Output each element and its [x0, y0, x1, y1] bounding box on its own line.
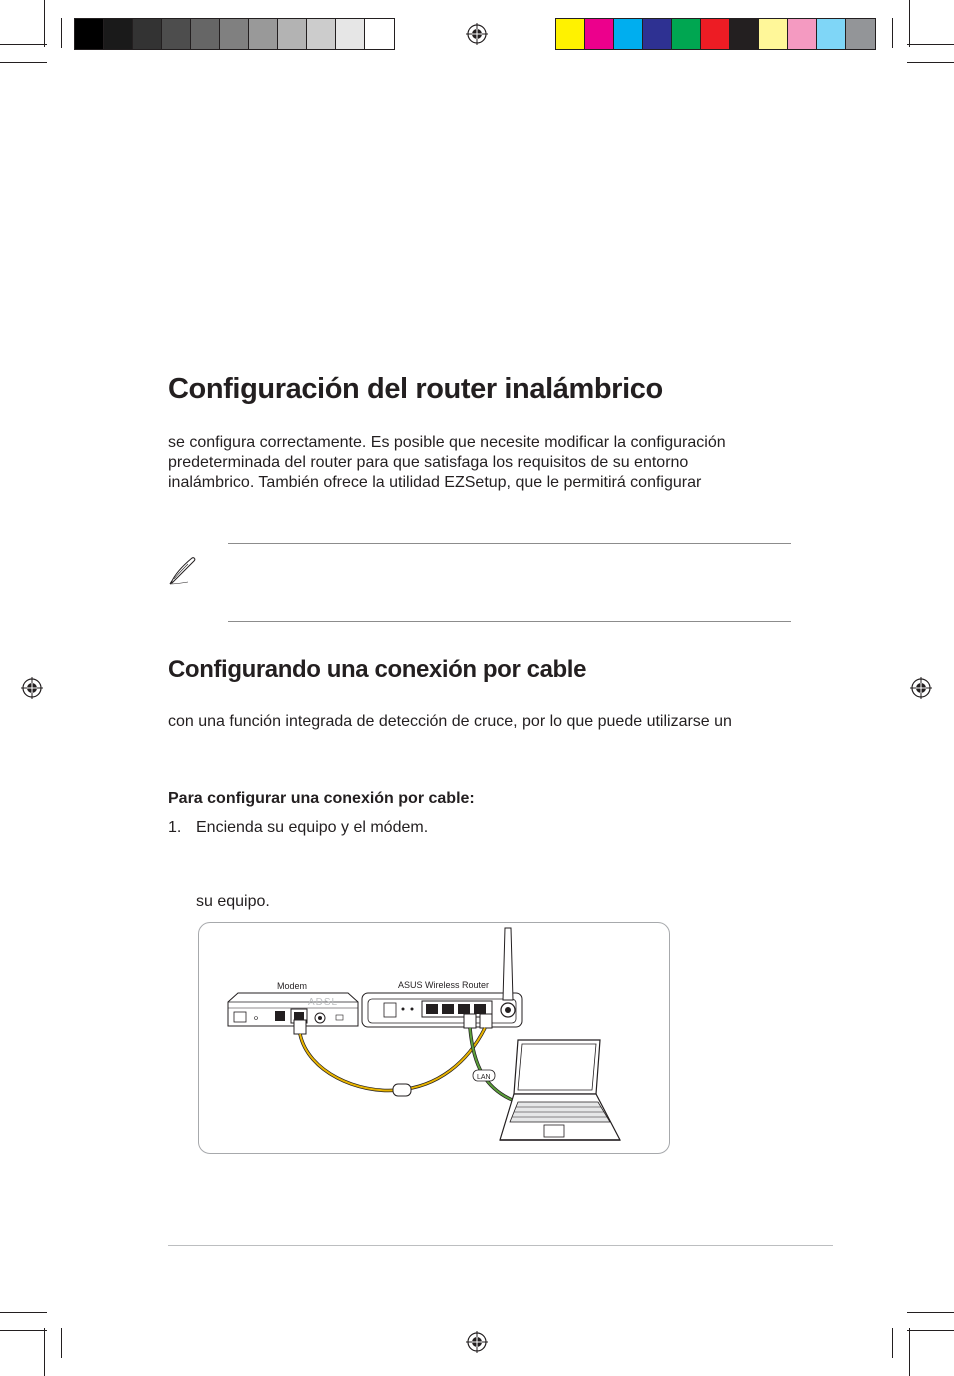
lan-label: LAN: [477, 1074, 491, 1081]
paragraph-line: inalámbrico. También ofrece la utilidad EZSetup, que le permitirá configurar: [168, 474, 702, 491]
note-bottom-rule: [228, 621, 791, 622]
color-swatch: [75, 19, 104, 49]
registration-mark-icon: [466, 1331, 488, 1353]
crop-mark: [61, 1328, 62, 1358]
crop-mark: [892, 1328, 893, 1358]
crop-mark: [907, 44, 954, 45]
note-top-rule: [228, 543, 791, 544]
laptop-device: [500, 1040, 620, 1140]
modem-device: [228, 993, 358, 1026]
wan-cable: [300, 1028, 485, 1090]
step-number: 1.: [168, 819, 182, 836]
color-swatch: [191, 19, 220, 49]
color-swatch: [278, 19, 307, 49]
wired-connection-diagram: [198, 922, 670, 1154]
color-swatch: [133, 19, 162, 49]
color-swatch: [162, 19, 191, 49]
color-swatch: [788, 19, 817, 49]
crop-mark: [892, 18, 893, 48]
crop-mark: [44, 1328, 45, 1376]
crop-mark: [61, 18, 62, 48]
section-title: Configurando una conexión por cable: [168, 656, 587, 683]
crop-mark: [0, 1312, 47, 1313]
crop-mark: [907, 1312, 954, 1313]
router-device: [362, 928, 522, 1027]
paragraph-line: predeterminada del router para que satisfaga los requisitos de su entorno: [168, 454, 689, 471]
crop-mark: [0, 62, 47, 63]
pencil-note-icon: [168, 554, 198, 586]
color-swatch: [556, 19, 585, 49]
registration-mark-icon: [466, 23, 488, 45]
router-label: ASUS Wireless Router: [398, 980, 490, 990]
crop-mark: [907, 1330, 954, 1331]
color-swatch: [307, 19, 336, 49]
modem-label: Modem: [277, 981, 308, 991]
color-swatch: [730, 19, 759, 49]
color-swatch: [336, 19, 365, 49]
color-swatch: [220, 19, 249, 49]
color-swatch: [104, 19, 133, 49]
crop-mark: [909, 1328, 910, 1376]
crop-mark: [44, 0, 45, 47]
color-swatch: [672, 19, 701, 49]
registration-mark-icon: [910, 677, 932, 699]
color-swatch: [365, 19, 394, 49]
color-swatch: [846, 19, 875, 49]
registration-mark-icon: [21, 677, 43, 699]
paragraph-line: se configura correctamente. Es posible que necesite modificar la configuración: [168, 434, 726, 451]
crop-mark: [0, 44, 47, 45]
color-swatch: [701, 19, 730, 49]
color-swatch: [759, 19, 788, 49]
step-continuation-text: su equipo.: [196, 893, 270, 910]
color-swatch: [585, 19, 614, 49]
color-swatch: [817, 19, 846, 49]
grayscale-calibration-bar: [74, 18, 395, 50]
color-swatch: [249, 19, 278, 49]
crop-mark: [909, 0, 910, 47]
crop-mark: [907, 62, 954, 63]
footer-rule: [168, 1245, 833, 1246]
paragraph-line: con una función integrada de detección de cruce, por lo que puede utilizarse un: [168, 713, 732, 730]
color-calibration-bar: [555, 18, 876, 50]
color-swatch: [614, 19, 643, 49]
color-swatch: [643, 19, 672, 49]
section-title: Configuración del router inalámbrico: [168, 373, 663, 405]
modem-brand-label: ADSL: [308, 997, 339, 1008]
procedure-heading: Para configurar una conexión por cable:: [168, 790, 475, 807]
crop-mark: [0, 1330, 47, 1331]
step-text: Encienda su equipo y el módem.: [196, 819, 429, 836]
